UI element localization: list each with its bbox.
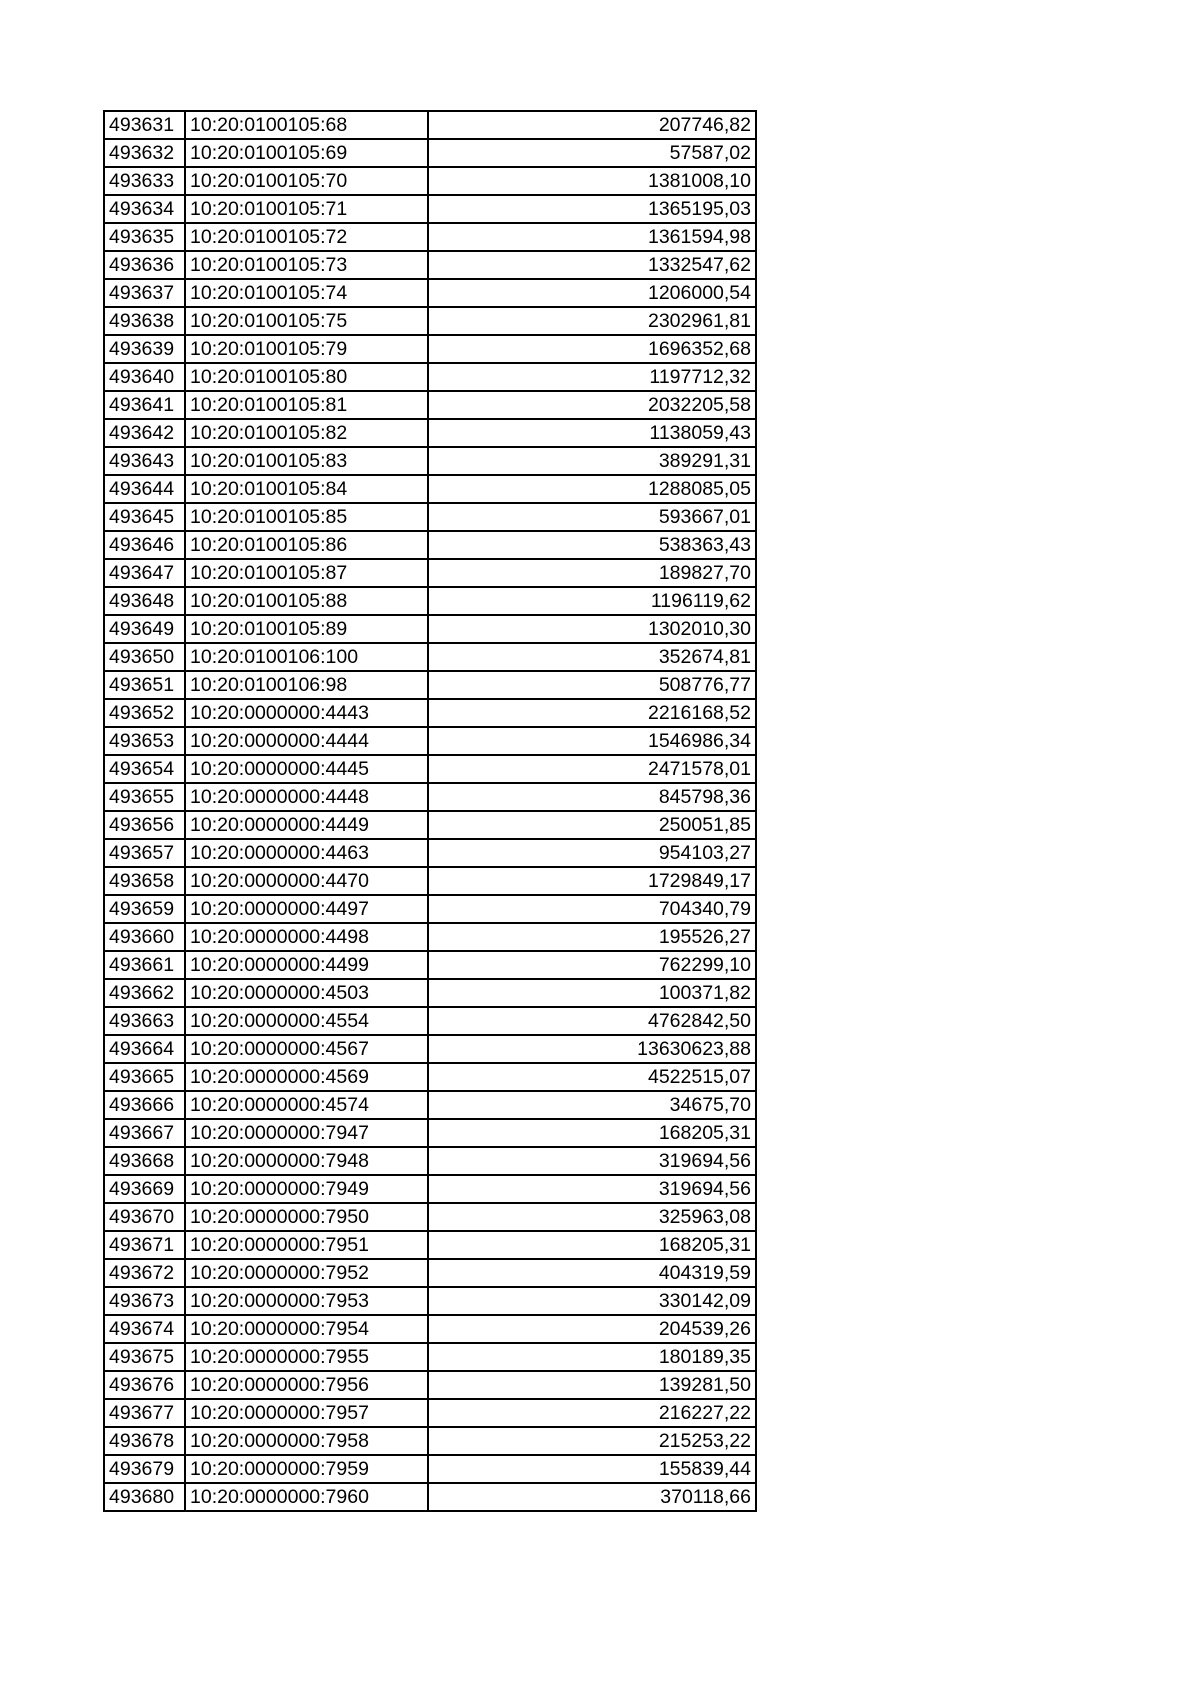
amount-cell: 2302961,81: [428, 307, 756, 335]
cadastral-number-cell: 10:20:0100106:100: [185, 643, 428, 671]
table-row: [104, 1175, 756, 1203]
cadastral-number-cell: 10:20:0000000:7959: [185, 1455, 428, 1483]
row-id-cell: 493645: [104, 503, 185, 531]
cadastral-number-cell: 10:20:0100105:69: [185, 139, 428, 167]
table-row: [104, 1399, 756, 1427]
cadastral-number-cell: 10:20:0000000:7947: [185, 1119, 428, 1147]
cadastral-number-cell: 10:20:0100105:85: [185, 503, 428, 531]
table-row: [104, 671, 756, 699]
cadastral-number-cell: 10:20:0000000:4463: [185, 839, 428, 867]
table-row: [104, 1287, 756, 1315]
table-row: [104, 251, 756, 279]
cadastral-number-cell: 10:20:0100105:68: [185, 111, 428, 139]
row-id-cell: 493665: [104, 1063, 185, 1091]
table-row: [104, 1483, 756, 1511]
amount-cell: 593667,01: [428, 503, 756, 531]
amount-cell: 155839,44: [428, 1455, 756, 1483]
cadastral-number-cell: 10:20:0000000:7956: [185, 1371, 428, 1399]
row-id-cell: 493662: [104, 979, 185, 1007]
amount-cell: 100371,82: [428, 979, 756, 1007]
cadastral-number-cell: 10:20:0000000:7951: [185, 1231, 428, 1259]
row-id-cell: 493670: [104, 1203, 185, 1231]
amount-cell: 4522515,07: [428, 1063, 756, 1091]
table-row: [104, 531, 756, 559]
row-id-cell: 493666: [104, 1091, 185, 1119]
row-id-cell: 493643: [104, 447, 185, 475]
cadastral-number-cell: 10:20:0000000:7958: [185, 1427, 428, 1455]
row-id-cell: 493638: [104, 307, 185, 335]
table-row: [104, 363, 756, 391]
row-id-cell: 493652: [104, 699, 185, 727]
row-id-cell: 493658: [104, 867, 185, 895]
cadastral-number-cell: 10:20:0000000:4574: [185, 1091, 428, 1119]
amount-cell: 13630623,88: [428, 1035, 756, 1063]
row-id-cell: 493667: [104, 1119, 185, 1147]
row-id-cell: 493649: [104, 615, 185, 643]
cadastral-number-cell: 10:20:0100105:87: [185, 559, 428, 587]
row-id-cell: 493674: [104, 1315, 185, 1343]
table-row: [104, 979, 756, 1007]
table-row: [104, 1147, 756, 1175]
amount-cell: 330142,09: [428, 1287, 756, 1315]
amount-cell: 168205,31: [428, 1231, 756, 1259]
amount-cell: 845798,36: [428, 783, 756, 811]
cadastral-number-cell: 10:20:0000000:7950: [185, 1203, 428, 1231]
cadastral-number-cell: 10:20:0000000:7949: [185, 1175, 428, 1203]
table-row: [104, 1259, 756, 1287]
cadastral-number-cell: 10:20:0000000:7960: [185, 1483, 428, 1511]
table-row: [104, 587, 756, 615]
amount-cell: 207746,82: [428, 111, 756, 139]
table-row: [104, 1203, 756, 1231]
row-id-cell: 493651: [104, 671, 185, 699]
table-row: [104, 475, 756, 503]
row-id-cell: 493646: [104, 531, 185, 559]
row-id-cell: 493673: [104, 1287, 185, 1315]
amount-cell: 189827,70: [428, 559, 756, 587]
table-row: [104, 1063, 756, 1091]
amount-cell: 2216168,52: [428, 699, 756, 727]
table-row: [104, 923, 756, 951]
amount-cell: 195526,27: [428, 923, 756, 951]
amount-cell: 4762842,50: [428, 1007, 756, 1035]
cadastral-number-cell: 10:20:0000000:4449: [185, 811, 428, 839]
cadastral-number-cell: 10:20:0100105:75: [185, 307, 428, 335]
amount-cell: 1361594,98: [428, 223, 756, 251]
cadastral-number-cell: 10:20:0000000:4497: [185, 895, 428, 923]
table-row: [104, 1231, 756, 1259]
amount-cell: 1138059,43: [428, 419, 756, 447]
amount-cell: 389291,31: [428, 447, 756, 475]
table-row: [104, 727, 756, 755]
table-row: [104, 335, 756, 363]
data-table: [103, 110, 757, 1512]
table-row: [104, 1315, 756, 1343]
row-id-cell: 493644: [104, 475, 185, 503]
row-id-cell: 493653: [104, 727, 185, 755]
row-id-cell: 493680: [104, 1483, 185, 1511]
row-id-cell: 493664: [104, 1035, 185, 1063]
table-row: [104, 139, 756, 167]
row-id-cell: 493677: [104, 1399, 185, 1427]
amount-cell: 325963,08: [428, 1203, 756, 1231]
table-row: [104, 419, 756, 447]
row-id-cell: 493650: [104, 643, 185, 671]
table-body: [104, 111, 756, 1511]
cadastral-number-cell: 10:20:0000000:4569: [185, 1063, 428, 1091]
amount-cell: 538363,43: [428, 531, 756, 559]
row-id-cell: 493675: [104, 1343, 185, 1371]
row-id-cell: 493632: [104, 139, 185, 167]
amount-cell: 180189,35: [428, 1343, 756, 1371]
cadastral-number-cell: 10:20:0000000:4444: [185, 727, 428, 755]
amount-cell: 2032205,58: [428, 391, 756, 419]
table-row: [104, 643, 756, 671]
row-id-cell: 493637: [104, 279, 185, 307]
row-id-cell: 493641: [104, 391, 185, 419]
cadastral-number-cell: 10:20:0100105:83: [185, 447, 428, 475]
amount-cell: 215253,22: [428, 1427, 756, 1455]
cadastral-number-cell: 10:20:0000000:4503: [185, 979, 428, 1007]
cadastral-number-cell: 10:20:0000000:4443: [185, 699, 428, 727]
cadastral-number-cell: 10:20:0100105:80: [185, 363, 428, 391]
cadastral-number-cell: 10:20:0100105:72: [185, 223, 428, 251]
amount-cell: 139281,50: [428, 1371, 756, 1399]
amount-cell: 250051,85: [428, 811, 756, 839]
amount-cell: 1332547,62: [428, 251, 756, 279]
amount-cell: 352674,81: [428, 643, 756, 671]
table-row: [104, 167, 756, 195]
amount-cell: 216227,22: [428, 1399, 756, 1427]
amount-cell: 34675,70: [428, 1091, 756, 1119]
table-row: [104, 1455, 756, 1483]
amount-cell: 57587,02: [428, 139, 756, 167]
cadastral-number-cell: 10:20:0100105:79: [185, 335, 428, 363]
amount-cell: 1381008,10: [428, 167, 756, 195]
amount-cell: 1729849,17: [428, 867, 756, 895]
amount-cell: 954103,27: [428, 839, 756, 867]
row-id-cell: 493672: [104, 1259, 185, 1287]
row-id-cell: 493635: [104, 223, 185, 251]
amount-cell: 1365195,03: [428, 195, 756, 223]
row-id-cell: 493642: [104, 419, 185, 447]
amount-cell: 1197712,32: [428, 363, 756, 391]
row-id-cell: 493654: [104, 755, 185, 783]
amount-cell: 1546986,34: [428, 727, 756, 755]
table-row: [104, 867, 756, 895]
cadastral-number-cell: 10:20:0100105:82: [185, 419, 428, 447]
amount-cell: 168205,31: [428, 1119, 756, 1147]
table-row: [104, 1119, 756, 1147]
row-id-cell: 493676: [104, 1371, 185, 1399]
table-row: [104, 951, 756, 979]
table-row: [104, 1035, 756, 1063]
cadastral-number-cell: 10:20:0100105:74: [185, 279, 428, 307]
table-row: [104, 111, 756, 139]
row-id-cell: 493640: [104, 363, 185, 391]
row-id-cell: 493634: [104, 195, 185, 223]
row-id-cell: 493678: [104, 1427, 185, 1455]
row-id-cell: 493655: [104, 783, 185, 811]
amount-cell: 319694,56: [428, 1147, 756, 1175]
row-id-cell: 493636: [104, 251, 185, 279]
cadastral-number-cell: 10:20:0100105:81: [185, 391, 428, 419]
amount-cell: 404319,59: [428, 1259, 756, 1287]
cadastral-number-cell: 10:20:0000000:7954: [185, 1315, 428, 1343]
cadastral-number-cell: 10:20:0100106:98: [185, 671, 428, 699]
cadastral-number-cell: 10:20:0000000:7953: [185, 1287, 428, 1315]
amount-cell: 319694,56: [428, 1175, 756, 1203]
table-row: [104, 195, 756, 223]
row-id-cell: 493633: [104, 167, 185, 195]
table-row: [104, 223, 756, 251]
cadastral-number-cell: 10:20:0000000:7952: [185, 1259, 428, 1287]
table-row: [104, 1007, 756, 1035]
table-row: [104, 699, 756, 727]
row-id-cell: 493679: [104, 1455, 185, 1483]
cadastral-number-cell: 10:20:0100105:89: [185, 615, 428, 643]
cadastral-number-cell: 10:20:0000000:4498: [185, 923, 428, 951]
table-row: [104, 503, 756, 531]
cadastral-number-cell: 10:20:0100105:88: [185, 587, 428, 615]
table-row: [104, 307, 756, 335]
row-id-cell: 493656: [104, 811, 185, 839]
table-row: [104, 755, 756, 783]
table-row: [104, 615, 756, 643]
table-row: [104, 839, 756, 867]
row-id-cell: 493663: [104, 1007, 185, 1035]
table-row: [104, 391, 756, 419]
cadastral-number-cell: 10:20:0000000:7955: [185, 1343, 428, 1371]
cadastral-number-cell: 10:20:0000000:4445: [185, 755, 428, 783]
amount-cell: 704340,79: [428, 895, 756, 923]
table-row: [104, 447, 756, 475]
cadastral-number-cell: 10:20:0000000:4499: [185, 951, 428, 979]
cadastral-number-cell: 10:20:0000000:7957: [185, 1399, 428, 1427]
cadastral-number-cell: 10:20:0000000:7948: [185, 1147, 428, 1175]
cadastral-number-cell: 10:20:0000000:4554: [185, 1007, 428, 1035]
row-id-cell: 493648: [104, 587, 185, 615]
amount-cell: 508776,77: [428, 671, 756, 699]
amount-cell: 1288085,05: [428, 475, 756, 503]
row-id-cell: 493660: [104, 923, 185, 951]
amount-cell: 370118,66: [428, 1483, 756, 1511]
amount-cell: 2471578,01: [428, 755, 756, 783]
table-row: [104, 279, 756, 307]
table-row: [104, 559, 756, 587]
table-row: [104, 1343, 756, 1371]
row-id-cell: 493671: [104, 1231, 185, 1259]
row-id-cell: 493631: [104, 111, 185, 139]
amount-cell: 1302010,30: [428, 615, 756, 643]
row-id-cell: 493657: [104, 839, 185, 867]
table-row: [104, 1091, 756, 1119]
row-id-cell: 493647: [104, 559, 185, 587]
row-id-cell: 493668: [104, 1147, 185, 1175]
cadastral-number-cell: 10:20:0000000:4470: [185, 867, 428, 895]
table-row: [104, 783, 756, 811]
row-id-cell: 493661: [104, 951, 185, 979]
amount-cell: 204539,26: [428, 1315, 756, 1343]
cadastral-number-cell: 10:20:0100105:70: [185, 167, 428, 195]
table-row: [104, 811, 756, 839]
cadastral-number-cell: 10:20:0100105:71: [185, 195, 428, 223]
cadastral-number-cell: 10:20:0100105:73: [185, 251, 428, 279]
amount-cell: 1696352,68: [428, 335, 756, 363]
row-id-cell: 493669: [104, 1175, 185, 1203]
cadastral-number-cell: 10:20:0000000:4567: [185, 1035, 428, 1063]
amount-cell: 762299,10: [428, 951, 756, 979]
row-id-cell: 493659: [104, 895, 185, 923]
amount-cell: 1196119,62: [428, 587, 756, 615]
cadastral-number-cell: 10:20:0000000:4448: [185, 783, 428, 811]
cadastral-number-cell: 10:20:0100105:86: [185, 531, 428, 559]
row-id-cell: 493639: [104, 335, 185, 363]
amount-cell: 1206000,54: [428, 279, 756, 307]
table-row: [104, 1371, 756, 1399]
cadastral-number-cell: 10:20:0100105:84: [185, 475, 428, 503]
table-row: [104, 1427, 756, 1455]
table-row: [104, 895, 756, 923]
